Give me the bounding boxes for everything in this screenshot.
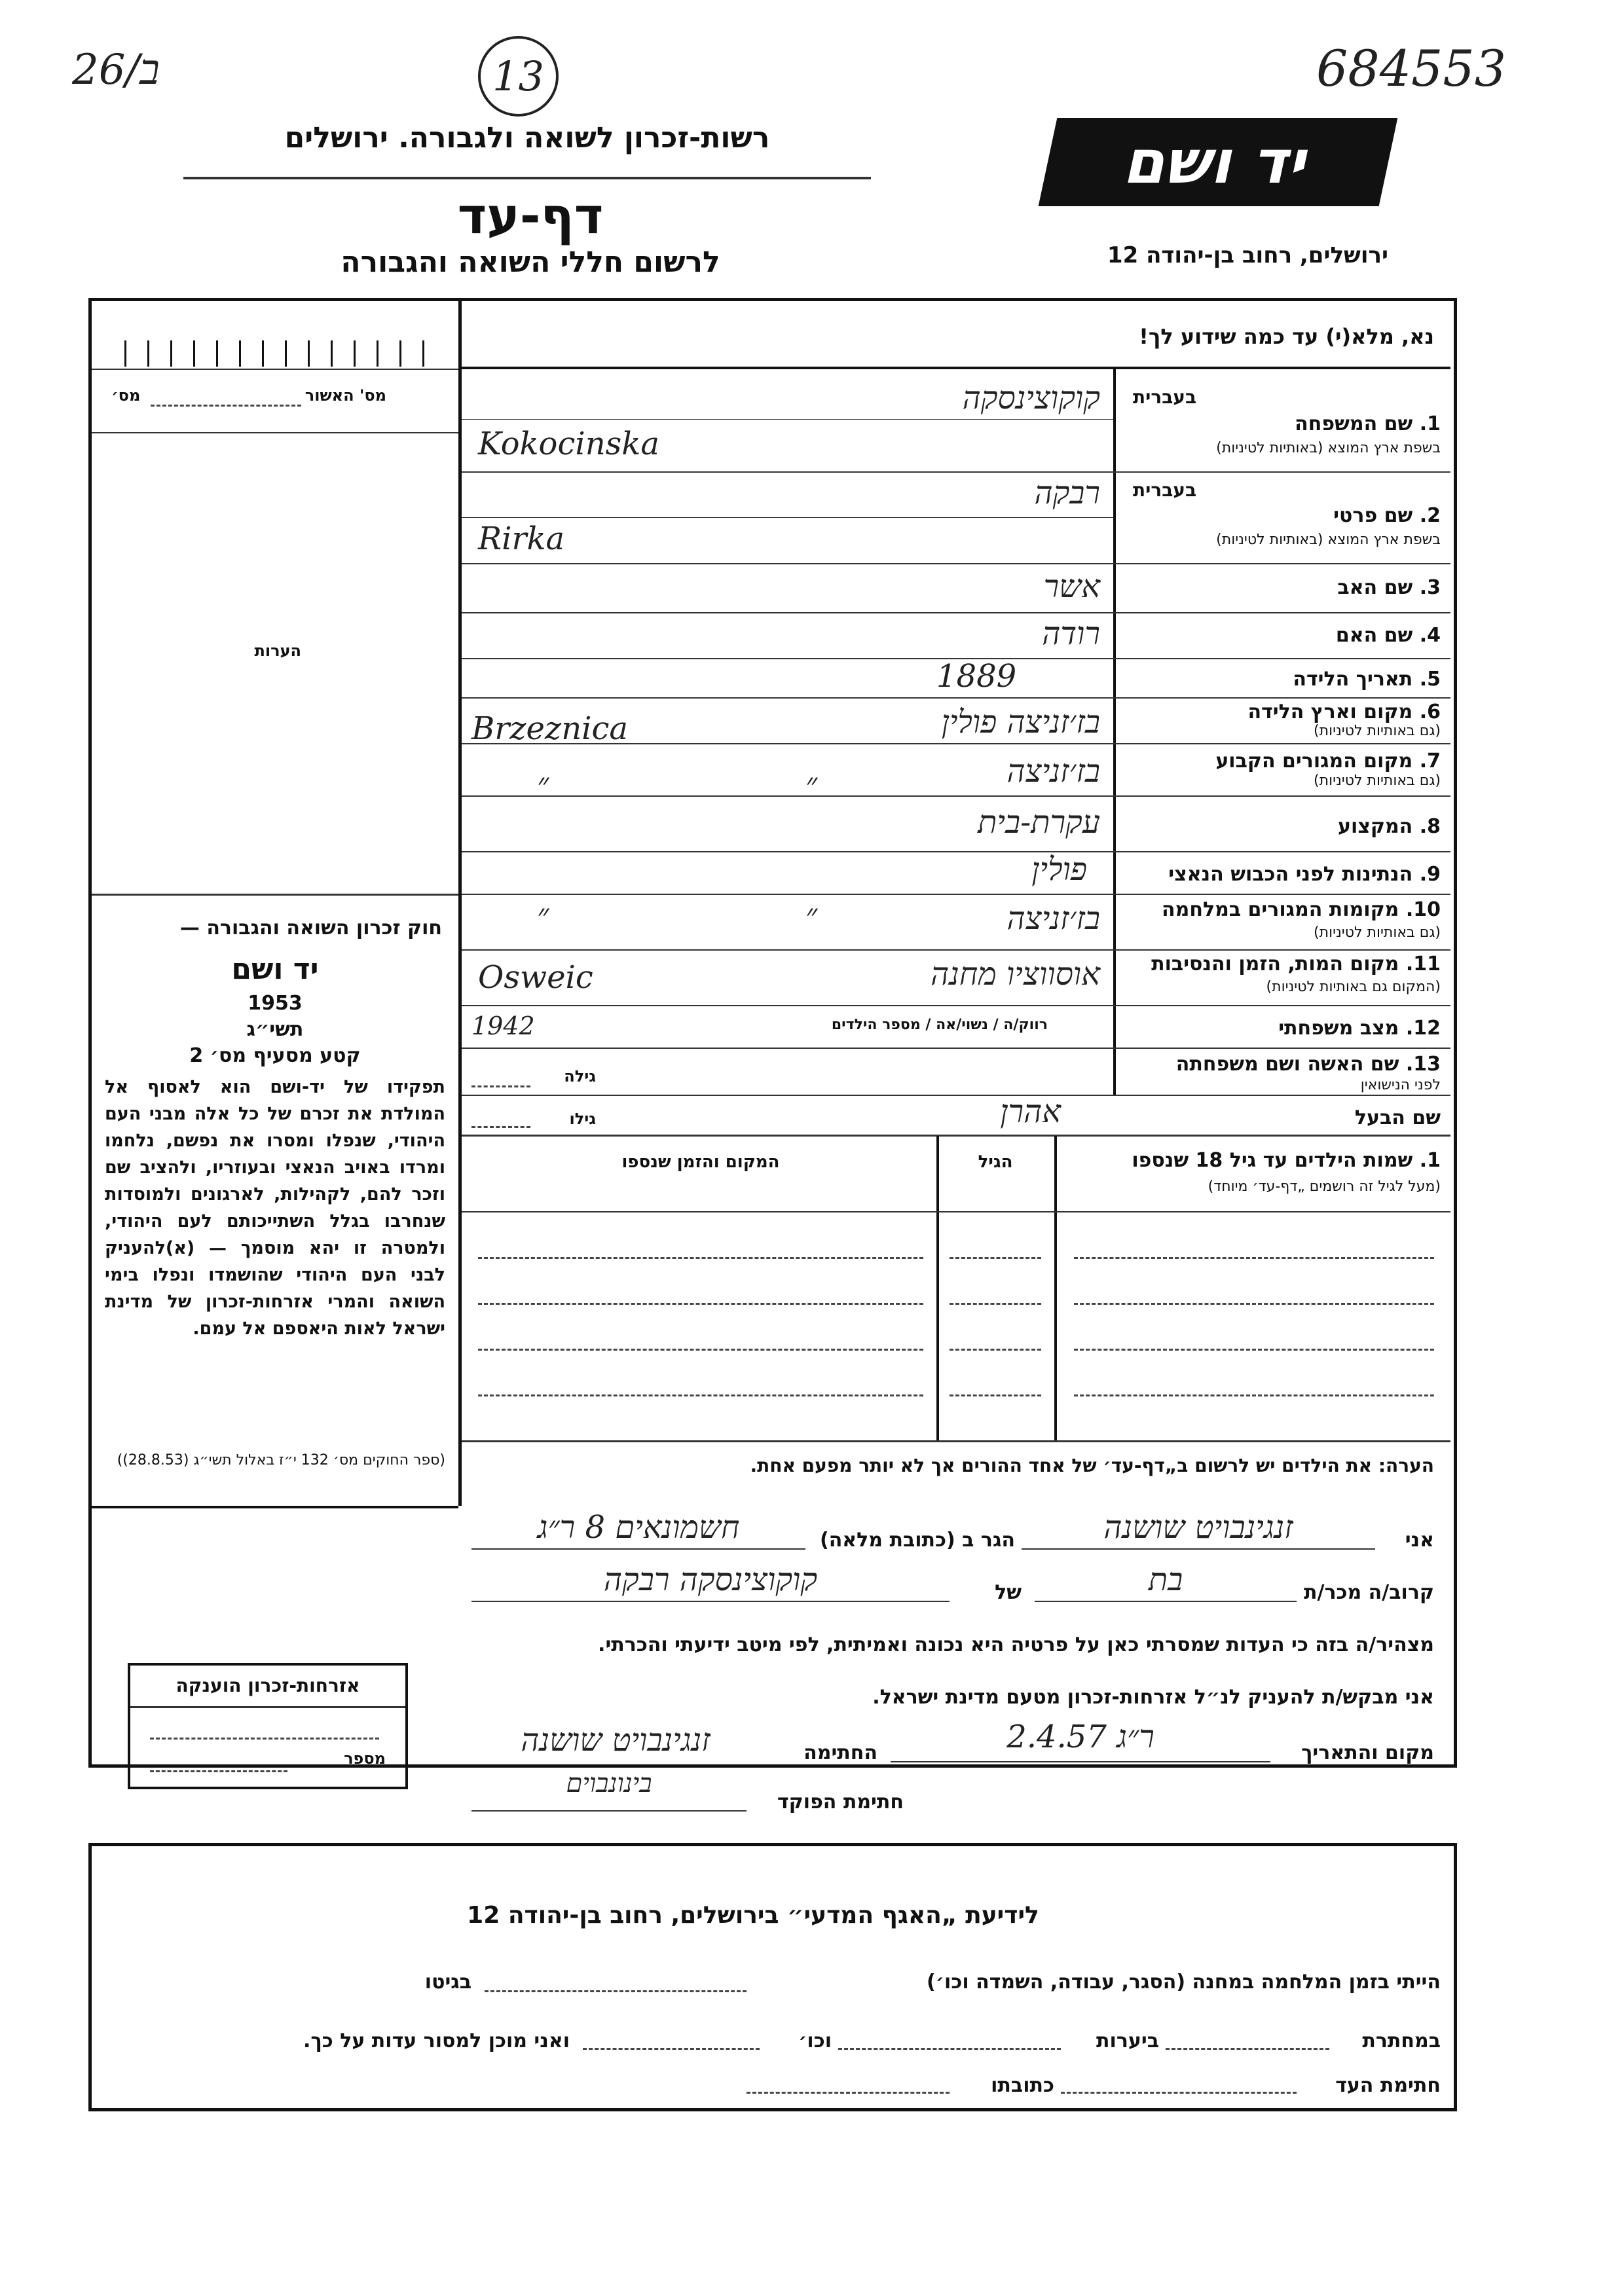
husband-value[interactable]: אהרן (1000, 1093, 1061, 1130)
field-13-num: 13. (1405, 1053, 1441, 1076)
husband-age-label: גילו (569, 1110, 596, 1128)
field-5-num: 5. (1419, 668, 1441, 691)
field-1-label (1244, 412, 1441, 435)
circled-number-text: 13 (492, 52, 544, 100)
cert-tick-row (124, 340, 445, 367)
field-7-text: מקום המגורים הקבוע (1215, 750, 1413, 773)
law-clause: קטע מסעיף מס׳ 2 (189, 1044, 361, 1067)
residing-label: הגר ב (כתובת מלאה) (819, 1529, 1015, 1552)
field-7-label (1120, 750, 1441, 773)
footer-underground-label: במחתרת (1362, 2030, 1441, 2052)
children-place-header: המקום והזמן שנספו (621, 1152, 780, 1172)
field-13-text: שם האשה ושם משפחתה (1175, 1053, 1399, 1076)
request-text: אני מבקש/ת להעניק לנ״ל אזרחות-זכרון מטעם מדינת ישראל. (872, 1686, 1434, 1709)
field-5-value[interactable]: 1889 (936, 658, 1017, 695)
form-subtitle: לרשום חללי השואה והגבורה (341, 246, 720, 279)
field-10-text: מקומות המגורים במלחמה (1162, 898, 1399, 921)
field-11-num: 11. (1405, 953, 1441, 975)
declarant-i-label: אני (1405, 1529, 1434, 1552)
stamp-number-label: מספר (344, 1749, 386, 1768)
field-7-sub: (גם באותיות לטיניות) (1314, 773, 1441, 789)
field-3-value[interactable]: אשר (1043, 568, 1100, 605)
declarant-address[interactable]: חשמונאים 8 ר״ג (537, 1509, 740, 1546)
footer-witness-signature-label: חתימת העד (1335, 2074, 1441, 2097)
field-12-text: מצב משפחתי (1278, 1017, 1399, 1040)
children-sub: (מעל לגיל זה רושמים „דף-עד׳ מיוחד) (1208, 1178, 1441, 1195)
field-6-num: 6. (1419, 701, 1441, 723)
relation-value[interactable]: בת (1148, 1561, 1183, 1598)
footer-ghetto-label: בגיטו (424, 1971, 471, 1994)
field-2-lang: בעברית (1133, 479, 1197, 501)
field-12-label (1146, 1017, 1441, 1040)
field-12-value[interactable]: 1942 (471, 1011, 535, 1040)
footer-testimony-text: ואני מוכן למסור עדות על כך. (303, 2030, 570, 2052)
children-label: 1. שמות הילדים עד גיל 18 שנספו (1132, 1149, 1441, 1172)
field-10-ditto-mark: ״ (805, 897, 818, 934)
wife-age-label: גילה (564, 1067, 596, 1085)
field-2-label (1244, 504, 1441, 527)
field-4-value[interactable]: רודה (1042, 615, 1100, 652)
field-7-value[interactable]: בז׳זניצה (1006, 753, 1100, 790)
field-10-sub: (גם באותיות לטיניות) (1314, 924, 1441, 941)
footer-forests-label: ביערות (1096, 2030, 1159, 2052)
of-label: של (995, 1581, 1022, 1604)
field-7-value-latin[interactable]: ״ (537, 766, 549, 803)
corner-mark: 26/ב (72, 46, 160, 94)
husband-label: שם הבעל (1354, 1106, 1441, 1129)
cert-prefix: מס׳ (111, 386, 141, 405)
footer-etc-label: וכו׳ (798, 2030, 832, 2052)
field-1-lang: בעברית (1133, 386, 1197, 408)
logo-text: יד ושם (1119, 127, 1317, 197)
circled-number (478, 36, 559, 117)
field-4-label (1146, 624, 1441, 647)
field-1-sub: בשפת ארץ המוצא (באותיות לטיניות) (1216, 440, 1441, 456)
field-9-text: הנתינות לפני הכבוש הנאצי (1168, 863, 1413, 886)
field-13-label (1120, 1053, 1441, 1076)
law-year-hebrew: תשי״ג (246, 1018, 304, 1041)
field-8-value[interactable]: עקרת-בית (978, 804, 1100, 841)
field-2-num: 2. (1419, 504, 1441, 527)
field-7-num: 7. (1419, 750, 1441, 773)
footer-title: לידיעת „האגף המדעי״ בירושלים, רחוב בן-יהודה 12 (467, 1902, 1039, 1929)
declarant-name[interactable]: זנגינבויט שושנה (1103, 1509, 1293, 1546)
field-6-sub: (גם באותיות לטיניות) (1314, 723, 1441, 739)
relation-label: קרוב/ה מכר/ת (1304, 1581, 1434, 1604)
officer-label: חתימת הפוקד (777, 1791, 904, 1813)
form-title: דף-עד (457, 187, 604, 245)
children-age-header: הגיל (978, 1152, 1013, 1172)
citizenship-stamp-box (128, 1663, 408, 1789)
declaration-text: מצהיר/ה בזה כי העדות שמסרתי כאן על פרטיה היא נכונה ואמיתית, לפי מיטב ידיעתי והכרתי. (598, 1633, 1434, 1656)
instructions: נא, מלא(י) עד כמה שידוע לך! (1139, 324, 1434, 349)
field-8-num: 8. (1419, 815, 1441, 838)
field-11-value-latin[interactable]: Osweic (478, 959, 593, 996)
law-year: 1953 (248, 992, 303, 1015)
field-3-label (1146, 576, 1441, 599)
field-8-text: המקצוע (1337, 815, 1413, 838)
officer-signature[interactable]: בינונבוים (566, 1768, 652, 1798)
law-name: יד ושם (231, 953, 319, 986)
yad-vashem-logo (1039, 118, 1398, 206)
field-1-value[interactable]: קוקוצינסקה (962, 380, 1100, 416)
field-5-label (1146, 668, 1441, 691)
field-6-value-latin[interactable]: Brzeznica (471, 710, 628, 747)
field-3-text: שם האב (1337, 576, 1413, 599)
field-12-num: 12. (1405, 1017, 1441, 1040)
field-7-ditto-mark: ״ (805, 766, 818, 803)
place-date-value[interactable]: ר״ג 2.4.57 (1006, 1719, 1154, 1755)
field-2-value[interactable]: רבקה (1034, 475, 1100, 511)
footer-camp-text: הייתי בזמן המלחמה במחנה (הסגר, עבודה, השמדה וכו׳) (927, 1971, 1441, 1994)
cert-number-label: מס' האשור (304, 386, 386, 405)
signature-value[interactable]: זנגינבויט שושנה (521, 1722, 710, 1758)
field-9-value[interactable]: פולין (1031, 851, 1087, 888)
field-10-label (1120, 898, 1441, 921)
footer-address-label: כתובתו (991, 2074, 1054, 2097)
field-2-text: שם פרטי (1333, 504, 1413, 527)
address: ירושלים, רחוב בן-יהודה 12 (1107, 242, 1388, 268)
field-9-label (1120, 863, 1441, 886)
notes-label: הערות (254, 642, 301, 660)
stamp-title: אזרחות-זכרון הוענקה (175, 1675, 360, 1696)
field-1-num: 1. (1419, 412, 1441, 435)
field-2-value-latin[interactable]: Rirka (478, 520, 565, 557)
field-11-value[interactable]: אוסווציו מחנה (931, 956, 1100, 993)
of-name[interactable]: קוקוצינסקה רבקה (603, 1561, 818, 1598)
field-1-text: שם המשפחה (1295, 412, 1413, 435)
record-number: 684553 (1316, 39, 1507, 98)
field-10-value[interactable]: בז׳זניצה (1006, 900, 1100, 937)
marital-options: רווק/ה / נשוי/אה / מספר הילדים (831, 1017, 1048, 1033)
field-4-text: שם האם (1335, 624, 1413, 647)
field-6-label (1120, 701, 1441, 723)
place-date-label: מקום והתאריך (1301, 1741, 1434, 1764)
field-6-value[interactable]: בז׳זניצה פולין (941, 704, 1100, 740)
field-10-value-latin[interactable]: ״ (537, 897, 549, 934)
field-11-sub: (המקום גם באותיות לטיניות) (1266, 979, 1441, 995)
institution-name: רשות-זכרון לשואה ולגבורה. ירושלים (284, 121, 770, 155)
field-3-num: 3. (1419, 576, 1441, 599)
law-title: חוק זכרון השואה והגבורה — (179, 917, 442, 939)
signature-label: החתימה (803, 1741, 877, 1764)
law-text: תפקידו של יד-ושם הוא לאסוף אל המולדת את זכרם של כל אלה מבני העם היהודי, שנפלו ומסרו את נפשם, נלחמו ומרדו באויב הנאצי ובעוזריו, ולהציב שם וזכר להם, לקהילות, לארגונים ולמוסדות שנחרבו בגלל השתייכותם לעם היהודי, ולמטרה זו יהא מוסמך — (א)להעניק לבני העם היהודי שהושמדו ונפלו בימי השואה והמרי אזרחות-זכרון של מדינת ישראל לאות היאספם אל עמם. (105, 1077, 445, 1339)
field-2-sub: בשפת ארץ המוצא (באותיות לטיניות) (1216, 532, 1441, 548)
field-5-text: תאריך הלידה (1293, 668, 1413, 691)
field-6-text: מקום וארץ הלידה (1247, 701, 1413, 723)
field-10-num: 10. (1405, 898, 1441, 921)
field-1-value-latin[interactable]: Kokocinska (478, 426, 659, 462)
field-13-sub: לפני הנישואין (1360, 1077, 1441, 1093)
law-reference: (ספר החוקים מס׳ 132 י״ז באלול תשי״ג (28.8.53)) (117, 1452, 445, 1468)
field-4-num: 4. (1419, 624, 1441, 647)
field-9-num: 9. (1419, 863, 1441, 886)
field-8-label (1146, 815, 1441, 838)
children-note: הערה: את הילדים יש לרשום ב„דף-עד׳ של אחד ההורים אך לא יותר מפעם אחת. (750, 1455, 1434, 1476)
field-11-text: מקום המות, הזמן והנסיבות (1151, 953, 1399, 975)
field-11-label (1120, 953, 1441, 975)
